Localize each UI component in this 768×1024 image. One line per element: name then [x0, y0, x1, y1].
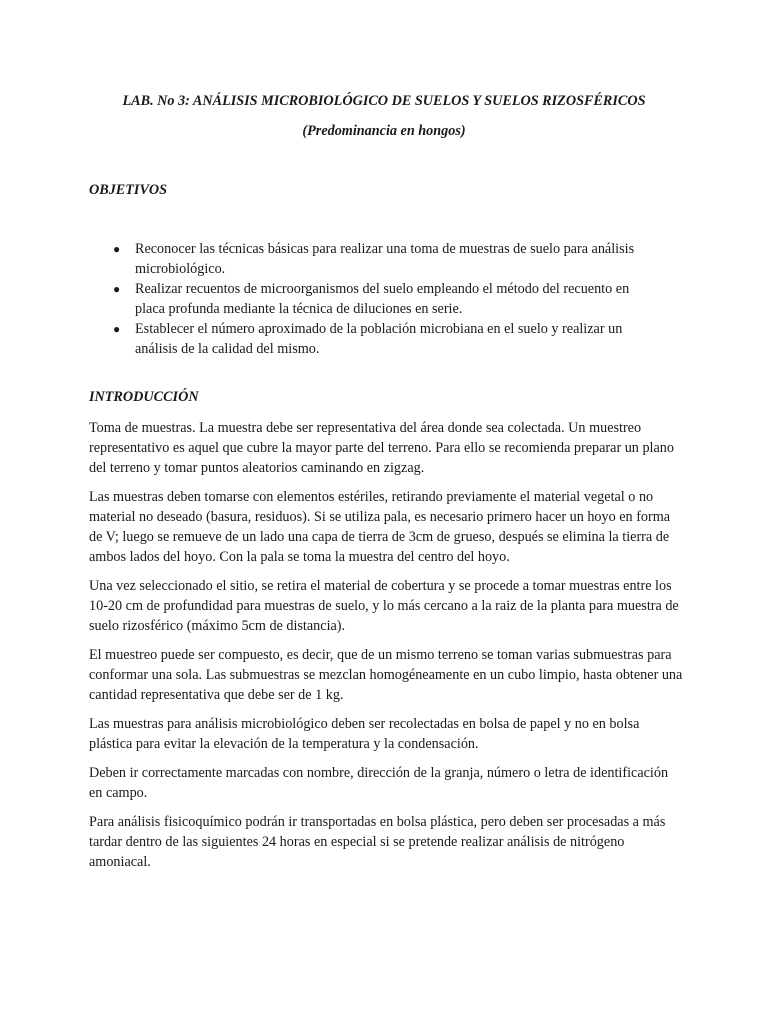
bullet-icon: ●: [113, 282, 121, 296]
document-title: LAB. No 3: ANÁLISIS MICROBIOLÓGICO DE SUELOS Y SUELOS RIZOSFÉRICOS: [122, 93, 646, 109]
paragraph: El muestreo puede ser compuesto, es decir, que de un mismo terreno se toman varias submuestras para conformar una sola. Las submuestras se mezclan homogéneamente en un cubo limpio, hasta obtener una cantidad representativa que debe ser de 1 kg.: [89, 647, 683, 703]
document-subtitle: (Predominancia en hongos): [302, 123, 466, 139]
objective-text: Realizar recuentos de microorganismos del suelo empleando el método del recuento en placa profunda mediante la técnica de diluciones en serie.: [135, 281, 630, 317]
paragraph: Deben ir correctamente marcadas con nombre, dirección de la granja, número o letra de identificación en campo.: [89, 765, 669, 801]
objective-item: [89, 239, 649, 279]
introduction-body: [89, 418, 684, 881]
objectives-list: [89, 239, 649, 359]
paragraph: Para análisis fisicoquímico podrán ir transportadas en bolsa plástica, pero deben ser procesadas a más tardar dentro de las siguientes 24 horas en especial si se pretende realizar análisis de nitrógeno amoniacal.: [89, 814, 666, 870]
paragraph: Las muestras deben tomarse con elementos estériles, retirando previamente el material vegetal o no material no deseado (basura, residuos). Si se utiliza pala, es necesario primero hacer un hoyo en forma de V; luego se remueve de un lado una capa de tierra de 3cm de grueso, después se elimina la tierra de ambos lados del hoyo. Con la pala se toma la muestra del centro del hoyo.: [89, 489, 671, 565]
bullet-icon: ●: [113, 242, 121, 256]
paragraph: Las muestras para análisis microbiológico deben ser recolectadas en bolsa de papel y no en bolsa plástica para evitar la elevación de la temperatura y la condensación.: [89, 716, 640, 752]
introduction-heading: INTRODUCCIÓN: [89, 389, 199, 405]
bullet-icon: ●: [113, 322, 121, 336]
paragraph: Toma de muestras. La muestra debe ser representativa del área donde sea colectada. Un muestreo representativo es aquel que cubre la mayor parte del terreno. Para ello se recomienda preparar un plano del terreno y tomar puntos aleatorios caminando en zigzag.: [89, 420, 674, 476]
paragraph: Una vez seleccionado el sitio, se retira el material de cobertura y se procede a tomar muestras entre los 10-20 cm de profundidad para muestras de suelo, y lo más cercano a la raiz de la planta para muestra de suelo rizosférico (máximo 5cm de distancia).: [89, 578, 679, 634]
objectives-heading: OBJETIVOS: [89, 182, 168, 198]
objective-text: Reconocer las técnicas básicas para realizar una toma de muestras de suelo para análisis microbiológico.: [135, 241, 635, 277]
objective-item: [89, 319, 649, 359]
objective-text: Establecer el número aproximado de la población microbiana en el suelo y realizar un análisis de la calidad del mismo.: [135, 321, 623, 357]
objective-item: [89, 279, 649, 319]
